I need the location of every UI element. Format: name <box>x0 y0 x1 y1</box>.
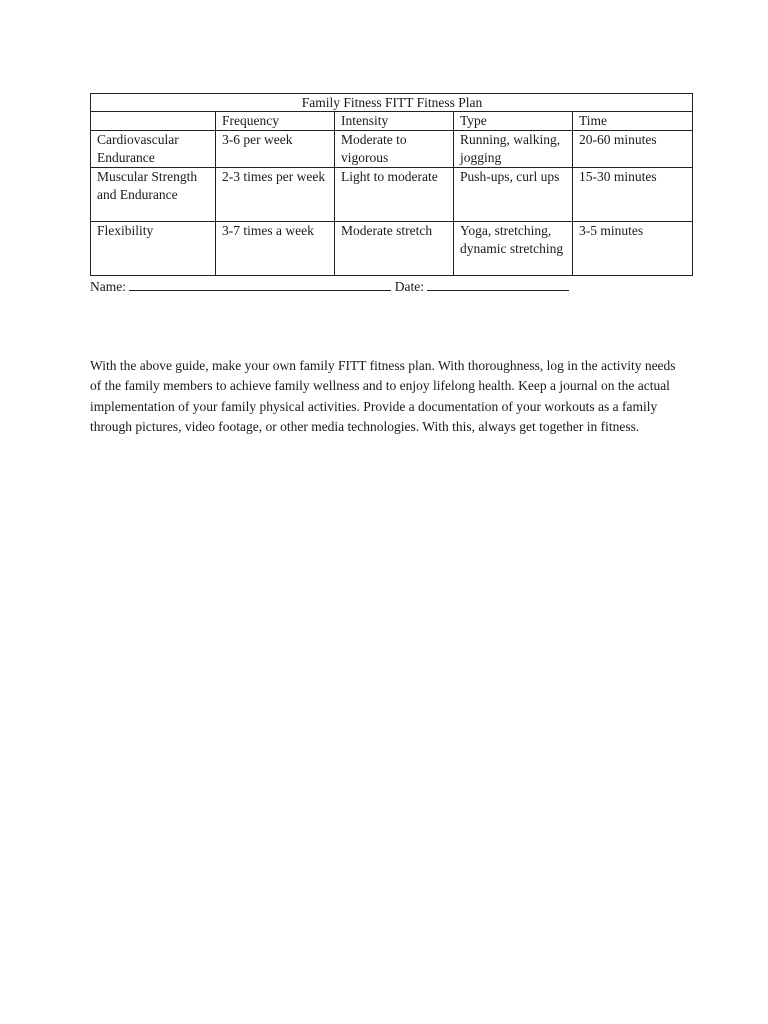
table-title: Family Fitness FITT Fitness Plan <box>91 94 693 112</box>
table-row <box>91 131 693 168</box>
table-cell-time: 15-30 minutes <box>573 168 693 222</box>
table-cell-component: Muscular Strength and Endurance <box>91 168 216 222</box>
table-cell-intensity: Moderate stretch <box>335 222 454 276</box>
table-cell-intensity: Moderate to vigorous <box>335 131 454 168</box>
date-label: Date: <box>394 279 424 294</box>
header-cell-time: Time <box>573 112 693 131</box>
name-date-line <box>90 276 569 296</box>
table-cell-frequency: 3-6 per week <box>216 131 335 168</box>
table-cell-time: 20-60 minutes <box>573 131 693 168</box>
table-cell-component: Flexibility <box>91 222 216 276</box>
header-cell-type: Type <box>454 112 573 131</box>
table-cell-component: Cardiovascular Endurance <box>91 131 216 168</box>
name-field[interactable] <box>129 276 391 291</box>
instructions-paragraph: With the above guide, make your own family FITT fitness plan. With thoroughness, log in the activity needs of the family members to achieve family wellness and to enjoy lifelong health. Keep a journal on the actual implementation of your family physical activities. Provide a documentation of your workouts as a family through pictures, video footage, or other media technologies. With this, always get together in fitness. <box>90 357 676 435</box>
name-label: Name: <box>90 279 126 294</box>
fitt-plan-table <box>90 93 693 276</box>
table-header-row <box>91 112 693 131</box>
header-cell-blank <box>91 112 216 131</box>
date-field[interactable] <box>427 276 569 291</box>
header-cell-intensity: Intensity <box>335 112 454 131</box>
table-cell-intensity: Light to moderate <box>335 168 454 222</box>
table-cell-type: Yoga, stretching, dynamic stretching <box>454 222 573 276</box>
table-title-row <box>91 94 693 112</box>
table-cell-frequency: 3-7 times a week <box>216 222 335 276</box>
table-cell-type: Running, walking, jogging <box>454 131 573 168</box>
table-cell-frequency: 2-3 times per week <box>216 168 335 222</box>
table-cell-time: 3-5 minutes <box>573 222 693 276</box>
header-cell-frequency: Frequency <box>216 112 335 131</box>
table-row <box>91 168 693 222</box>
table-cell-type: Push-ups, curl ups <box>454 168 573 222</box>
table-row <box>91 222 693 276</box>
